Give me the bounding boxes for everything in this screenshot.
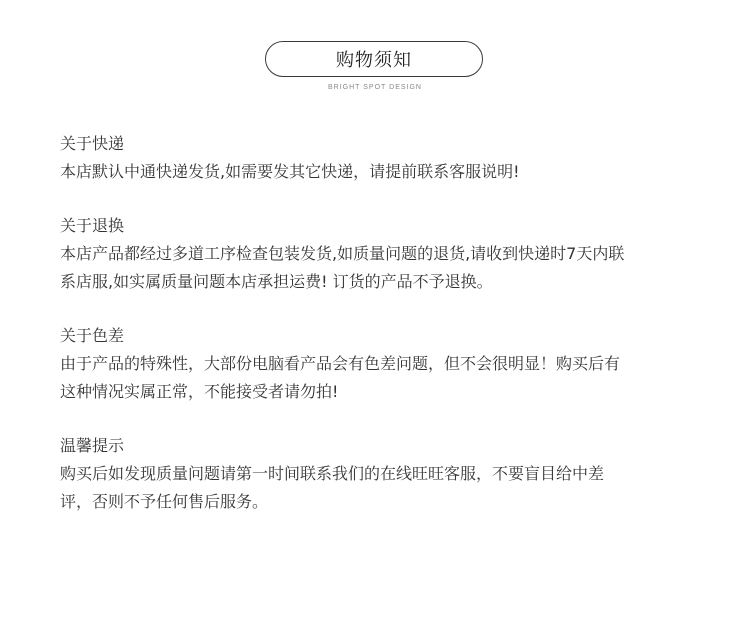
page-title: 购物须知 <box>265 41 483 77</box>
section-title: 关于退换 <box>60 216 125 235</box>
section-returns <box>60 212 700 296</box>
section-title: 关于色差 <box>60 326 125 345</box>
section-tips <box>60 432 700 516</box>
section-shipping <box>60 130 700 186</box>
section-color-difference <box>60 322 700 406</box>
section-body: 购买后如发现质量问题请第一时间联系我们的在线旺旺客服，不要盲目给中差 评，否则不予任何售后服务。 <box>60 464 605 511</box>
section-body: 由于产品的特殊性，大部份电脑看产品会有色差问题，但不会很明显！购买后有 这种情况实属正常，不能接受者请勿拍! <box>60 354 621 401</box>
section-body: 本店默认中通快递发货,如需要发其它快递，请提前联系客服说明! <box>60 162 520 181</box>
notice-content <box>60 130 700 542</box>
section-title: 关于快递 <box>60 134 125 153</box>
section-title: 温馨提示 <box>60 436 125 455</box>
section-body: 本店产品都经过多道工序检查包装发货,如质量问题的退货,请收到快递时7天内联 系店服,如实属质量问题本店承担运费! 订货的产品不予退换。 <box>60 244 625 291</box>
page-subtitle: BRIGHT SPOT DESIGN <box>328 84 422 91</box>
